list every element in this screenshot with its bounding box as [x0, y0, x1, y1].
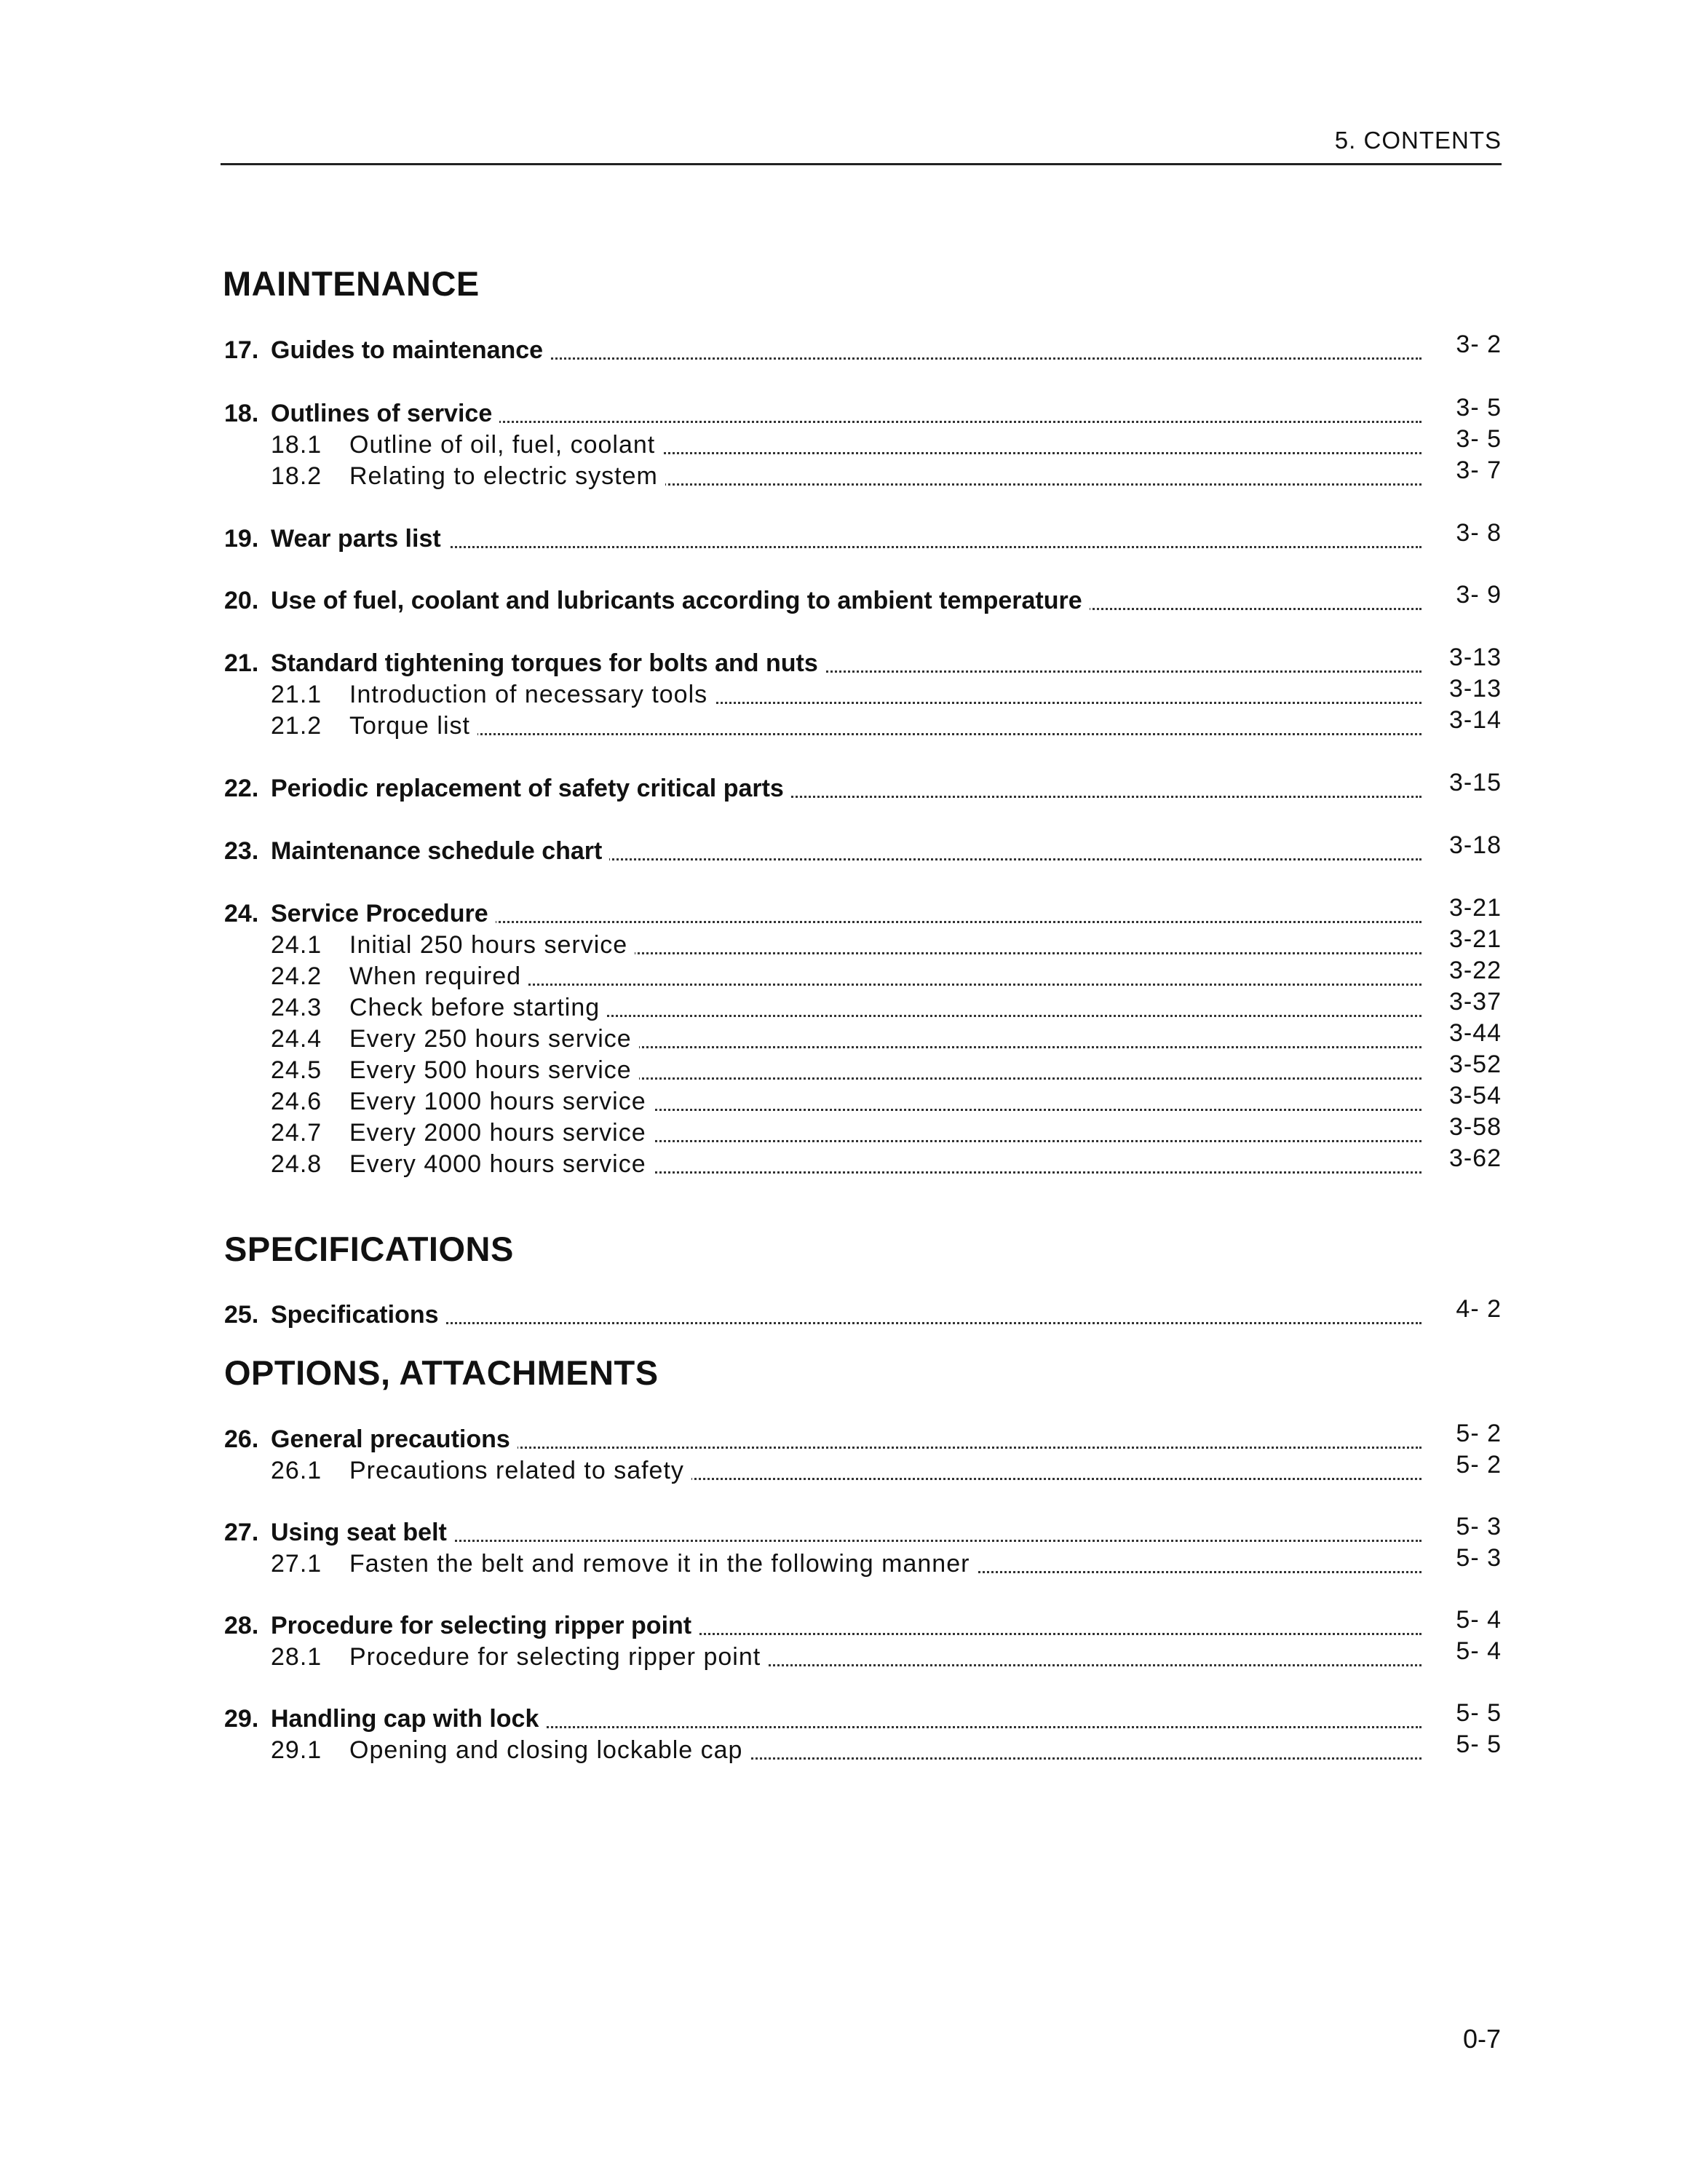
toc-entry-24-5[interactable] [271, 1051, 1502, 1085]
entry-page: 5- 3 [1436, 1511, 1502, 1542]
entry-page: 3-14 [1436, 705, 1502, 735]
entry-number: 24.4 [271, 1025, 322, 1053]
entry-number: 26. [224, 1425, 259, 1453]
entry-title: Outlines of service [271, 400, 493, 427]
entry-title: Torque list [349, 712, 470, 740]
entry-page: 4- 2 [1436, 1294, 1502, 1324]
toc-entry-29[interactable] [224, 1699, 1502, 1734]
toc-entry-28[interactable] [224, 1606, 1502, 1641]
page-header [221, 125, 1502, 165]
entry-title: Every 4000 hours service [349, 1150, 646, 1178]
entry-number: 24.1 [271, 931, 322, 959]
entry-page: 5- 5 [1436, 1729, 1502, 1760]
entry-page: 3-58 [1436, 1112, 1502, 1142]
entry-page: 5- 4 [1436, 1636, 1502, 1666]
toc-entry-21-1[interactable] [271, 675, 1502, 710]
entry-number: 23. [224, 837, 259, 865]
entry-title: Every 250 hours service [349, 1025, 632, 1053]
entry-page: 3-22 [1436, 955, 1502, 986]
entry-title: Standard tightening torques for bolts and nuts [271, 649, 818, 677]
entry-page: 5- 4 [1436, 1605, 1502, 1635]
entry-page: 3- 5 [1436, 424, 1502, 454]
entry-page: 3-21 [1436, 893, 1502, 923]
entry-number: 24.8 [271, 1150, 322, 1178]
section-title-specifications: SPECIFICATIONS [224, 1230, 514, 1268]
toc-entry-17[interactable] [224, 331, 1502, 365]
entry-number: 21. [224, 649, 259, 677]
section-title-maintenance: MAINTENANCE [223, 264, 480, 303]
entry-title: Wear parts list [271, 525, 441, 553]
toc-entry-28-1[interactable] [271, 1637, 1502, 1672]
entry-page: 5- 2 [1436, 1418, 1502, 1449]
toc-entry-26-1[interactable] [271, 1451, 1502, 1486]
entry-title: Procedure for selecting ripper point [349, 1643, 761, 1671]
entry-number: 26.1 [271, 1457, 322, 1484]
toc-entry-24-2[interactable] [271, 957, 1502, 992]
entry-number: 17. [224, 336, 259, 364]
entry-number: 29.1 [271, 1736, 322, 1764]
entry-title: Relating to electric system [349, 462, 658, 490]
entry-number: 24.5 [271, 1056, 322, 1084]
entry-page: 5- 2 [1436, 1449, 1502, 1480]
entry-title: Periodic replacement of safety critical parts [271, 775, 784, 802]
entry-page: 5- 5 [1436, 1698, 1502, 1728]
toc-entry-29-1[interactable] [271, 1730, 1502, 1765]
entry-page: 3-54 [1436, 1080, 1502, 1111]
entry-number: 24.2 [271, 962, 322, 990]
entry-title: Maintenance schedule chart [271, 837, 603, 865]
entry-title: Every 1000 hours service [349, 1088, 646, 1115]
entry-title: Every 2000 hours service [349, 1119, 646, 1147]
toc-entry-24-4[interactable] [271, 1019, 1502, 1054]
entry-title: Guides to maintenance [271, 336, 544, 364]
entry-number: 18.2 [271, 462, 322, 490]
toc-entry-26[interactable] [224, 1420, 1502, 1455]
entry-number: 25. [224, 1301, 259, 1329]
toc-entry-18[interactable] [224, 394, 1502, 429]
entry-number: 24.7 [271, 1119, 322, 1147]
entry-title: Use of fuel, coolant and lubricants according to ambient temperature [271, 587, 1082, 614]
entry-title: Precautions related to safety [349, 1457, 684, 1484]
entry-page: 3-62 [1436, 1143, 1502, 1174]
entry-page: 3- 8 [1436, 518, 1502, 548]
entry-number: 18.1 [271, 431, 322, 459]
entry-page: 3- 5 [1436, 392, 1502, 423]
entry-page: 3-13 [1436, 642, 1502, 673]
entry-page: 3-13 [1436, 673, 1502, 704]
header-title: 5. CONTENTS [1334, 127, 1502, 154]
entry-title: Check before starting [349, 994, 600, 1021]
entry-page: 3- 7 [1436, 455, 1502, 486]
entry-page: 5- 3 [1436, 1543, 1502, 1573]
toc-entry-18-2[interactable] [271, 456, 1502, 491]
toc-entry-24-6[interactable] [271, 1082, 1502, 1117]
entry-title: Outline of oil, fuel, coolant [349, 431, 656, 459]
entry-page: 3-18 [1436, 830, 1502, 860]
page-number: 0-7 [1463, 2024, 1502, 2054]
toc-entry-24-8[interactable] [271, 1144, 1502, 1179]
entry-number: 24.6 [271, 1088, 322, 1115]
entry-title: Service Procedure [271, 900, 488, 927]
entry-page: 3-21 [1436, 924, 1502, 954]
toc-entry-23[interactable] [224, 831, 1502, 866]
toc-entry-21[interactable] [224, 644, 1502, 678]
entry-number: 28. [224, 1612, 259, 1639]
toc-entry-24-3[interactable] [271, 988, 1502, 1023]
entry-title: Opening and closing lockable cap [349, 1736, 743, 1764]
entry-title: Procedure for selecting ripper point [271, 1612, 692, 1639]
toc-entry-27-1[interactable] [271, 1544, 1502, 1579]
section-title-options-attachments: OPTIONS, ATTACHMENTS [224, 1353, 659, 1392]
entry-number: 27. [224, 1519, 259, 1546]
entry-page: 3- 2 [1436, 329, 1502, 360]
entry-title: When required [349, 962, 522, 990]
toc-entry-27[interactable] [224, 1513, 1502, 1548]
toc-entry-22[interactable] [224, 769, 1502, 804]
entry-number: 27.1 [271, 1550, 322, 1578]
entry-page: 3- 9 [1436, 579, 1502, 610]
entry-page: 3-37 [1436, 986, 1502, 1017]
entry-title: Introduction of necessary tools [349, 681, 708, 708]
entry-page: 3-52 [1436, 1049, 1502, 1080]
entry-title: Specifications [271, 1301, 439, 1329]
entry-title: Initial 250 hours service [349, 931, 628, 959]
entry-title: Using seat belt [271, 1519, 447, 1546]
entry-number: 20. [224, 587, 259, 614]
entry-number: 28.1 [271, 1643, 322, 1671]
entry-number: 18. [224, 400, 259, 427]
entry-number: 21.2 [271, 712, 322, 740]
entry-title: Handling cap with lock [271, 1705, 539, 1733]
entry-title: Every 500 hours service [349, 1056, 632, 1084]
toc-entry-21-2[interactable] [271, 706, 1502, 741]
toc-entry-25[interactable] [224, 1295, 1502, 1330]
toc-entry-24-7[interactable] [271, 1113, 1502, 1148]
toc-entry-24-1[interactable] [271, 925, 1502, 960]
entry-number: 22. [224, 775, 259, 802]
entry-title: General precautions [271, 1425, 510, 1453]
toc-entry-24[interactable] [224, 894, 1502, 929]
entry-page: 3-15 [1436, 767, 1502, 798]
entry-page: 3-44 [1436, 1018, 1502, 1048]
entry-number: 24.3 [271, 994, 322, 1021]
entry-title: Fasten the belt and remove it in the following manner [349, 1550, 970, 1578]
entry-number: 24. [224, 900, 259, 927]
entry-number: 29. [224, 1705, 259, 1733]
toc-entry-19[interactable] [224, 519, 1502, 554]
entry-number: 19. [224, 525, 259, 553]
entry-number: 21.1 [271, 681, 322, 708]
toc-entry-20[interactable] [224, 581, 1502, 616]
toc-entry-18-1[interactable] [271, 425, 1502, 460]
